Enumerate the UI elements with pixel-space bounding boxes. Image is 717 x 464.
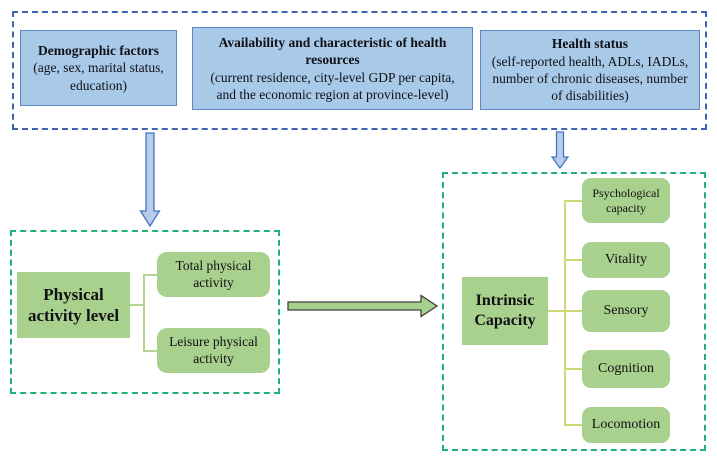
box-body: (current residence, city-level GDP per capita, and the economic region at province-level) (210, 69, 455, 102)
box-title: Demographic factors (37, 43, 160, 59)
connector-line (143, 350, 157, 352)
connector-line (143, 274, 157, 276)
connector-line (564, 200, 582, 202)
physical-activity-level-box: Physical activity level (17, 272, 130, 338)
leisure-physical-activity-box: Leisure physical activity (157, 328, 270, 373)
intrinsic-capacity-box: Intrinsic Capacity (462, 277, 548, 345)
box-title: Health status (551, 36, 629, 52)
down-arrow-left (141, 133, 160, 226)
sensory-box: Sensory (582, 290, 670, 332)
demographic-factors-box (20, 30, 177, 106)
total-physical-activity-box: Total physical activity (157, 252, 270, 297)
down-arrow-right (552, 132, 568, 168)
cognition-box: Cognition (582, 350, 670, 388)
connector-line (548, 310, 565, 312)
box-body: (self-reported health, ADLs, IADLs, number of chronic diseases, number of disabilities) (491, 53, 689, 104)
flow-arrow-right (288, 296, 437, 317)
connector-line (564, 424, 582, 426)
connector-line (130, 304, 144, 306)
box-title: Availability and characteristic of health resources (218, 34, 447, 68)
connector-line (564, 310, 582, 312)
connector-line (564, 259, 582, 261)
locomotion-box: Locomotion (582, 407, 670, 443)
connector-line (564, 200, 566, 426)
connector-line (564, 368, 582, 370)
vitality-box: Vitality (582, 242, 670, 278)
connector-line (143, 274, 145, 351)
health-resources-box (192, 27, 473, 110)
psychological-capacity-box: Psychological capacity (582, 178, 670, 223)
box-body: (age, sex, marital status, education) (33, 60, 164, 93)
health-status-box (480, 30, 700, 110)
